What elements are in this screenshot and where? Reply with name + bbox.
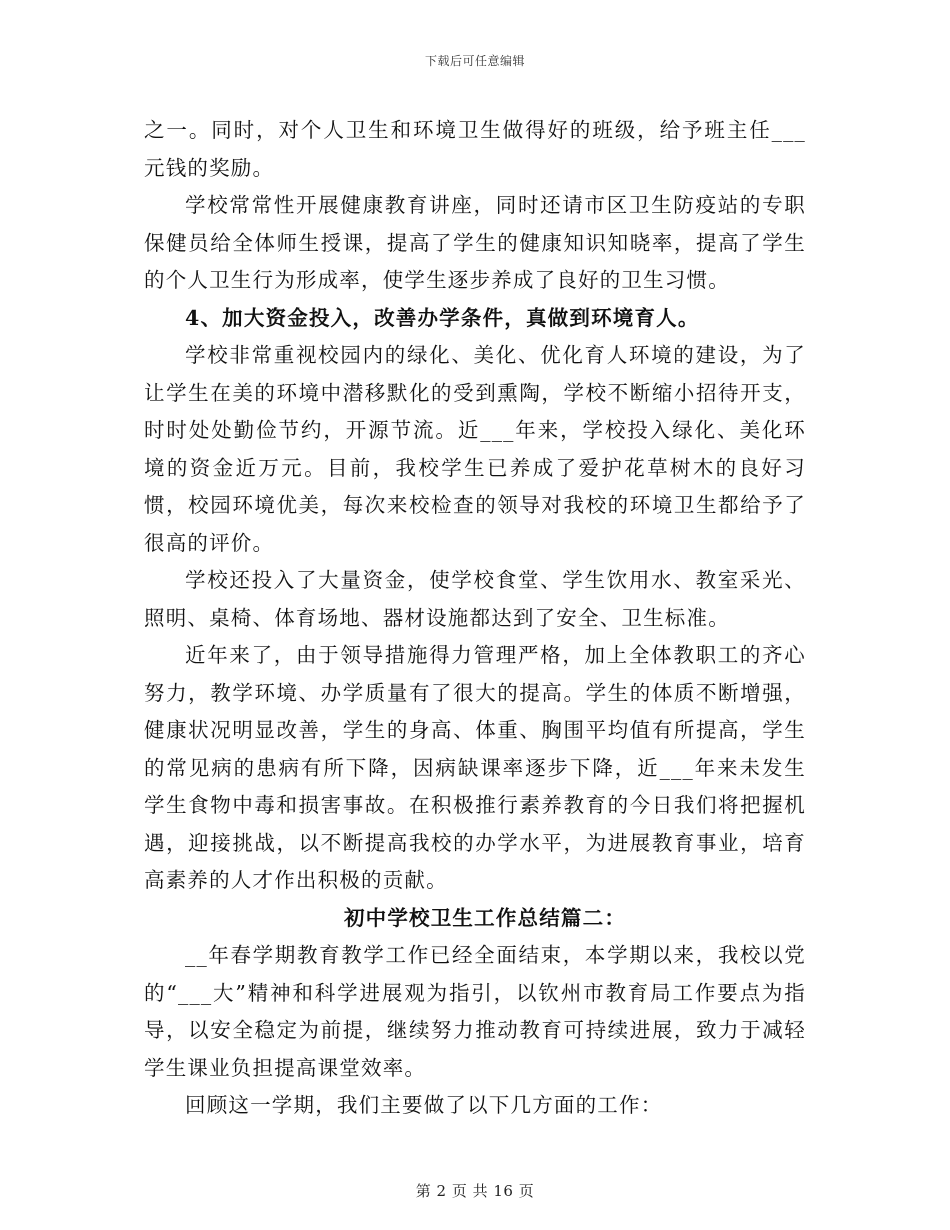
- page-header: 下载后可任意编辑: [424, 54, 525, 68]
- paragraph-continuation: 之一。同时，对个人卫生和环境卫生做得好的班级，给予班主任___元钱的奖励。: [144, 118, 806, 180]
- section-heading-4: 4、加大资金投入，改善办学条件，真做到环境育人。: [185, 305, 700, 330]
- document-body: [144, 112, 806, 1125]
- paragraph-semester-intro: __年春学期教育教学工作已经全面结束，本学期以来，我校以党的“___大”精神和科学进展观为指引，以钦州市教育局工作要点为指导，以安全稳定为前提，继续努力推动教育可持续进展，致力于减轻学生课业负担提高课堂效率。: [144, 943, 806, 1080]
- paragraph-results: 近年来了，由于领导措施得力管理严格，加上全体教职工的齐心努力，教学环境、办学质量有了很大的提高。学生的体质不断增强，健康状况明显改善，学生的身高、体重、胸围平均值有所提高，学生的常见病的患病有所下降，因病缺课率逐步下降，近___年来未发生学生食物中毒和损害事故。在积极推行素养教育的今日我们将把握机遇，迎接挑战，以不断提高我校的办学水平，为进展教育事业，培育高素养的人才作出积极的贡献。: [144, 643, 806, 892]
- page-footer: 第 2 页 共 16 页: [415, 1182, 535, 1200]
- paragraph-campus-environment: 学校非常重视校园内的绿化、美化、优化育人环境的建设，为了让学生在美的环境中潜移默化的受到熏陶，学校不断缩小招待开支，时时处处勤俭节约，开源节流。近___年来，学校投入绿化、美化环境的资金近万元。目前，我校学生已养成了爱护花草树木的良好习惯，校园环境优美，每次来校检查的领导对我校的环境卫生都给予了很高的评价。: [144, 343, 806, 555]
- paragraph-review: 回顾这一学期，我们主要做了以下几方面的工作：: [185, 1093, 663, 1117]
- paragraph-health-lectures: 学校常常性开展健康教育讲座，同时还请市区卫生防疫站的专职保健员给全体师生授课，提高了学生的健康知识知晓率，提高了学生的个人卫生行为形成率，使学生逐步养成了良好的卫生习惯。: [144, 193, 806, 292]
- article-title-part-two: 初中学校卫生工作总结篇二：: [343, 905, 627, 930]
- paragraph-facilities: 学校还投入了大量资金，使学校食堂、学生饮用水、教室采光、照明、桌椅、体育场地、器材设施都达到了安全、卫生标准。: [144, 568, 806, 630]
